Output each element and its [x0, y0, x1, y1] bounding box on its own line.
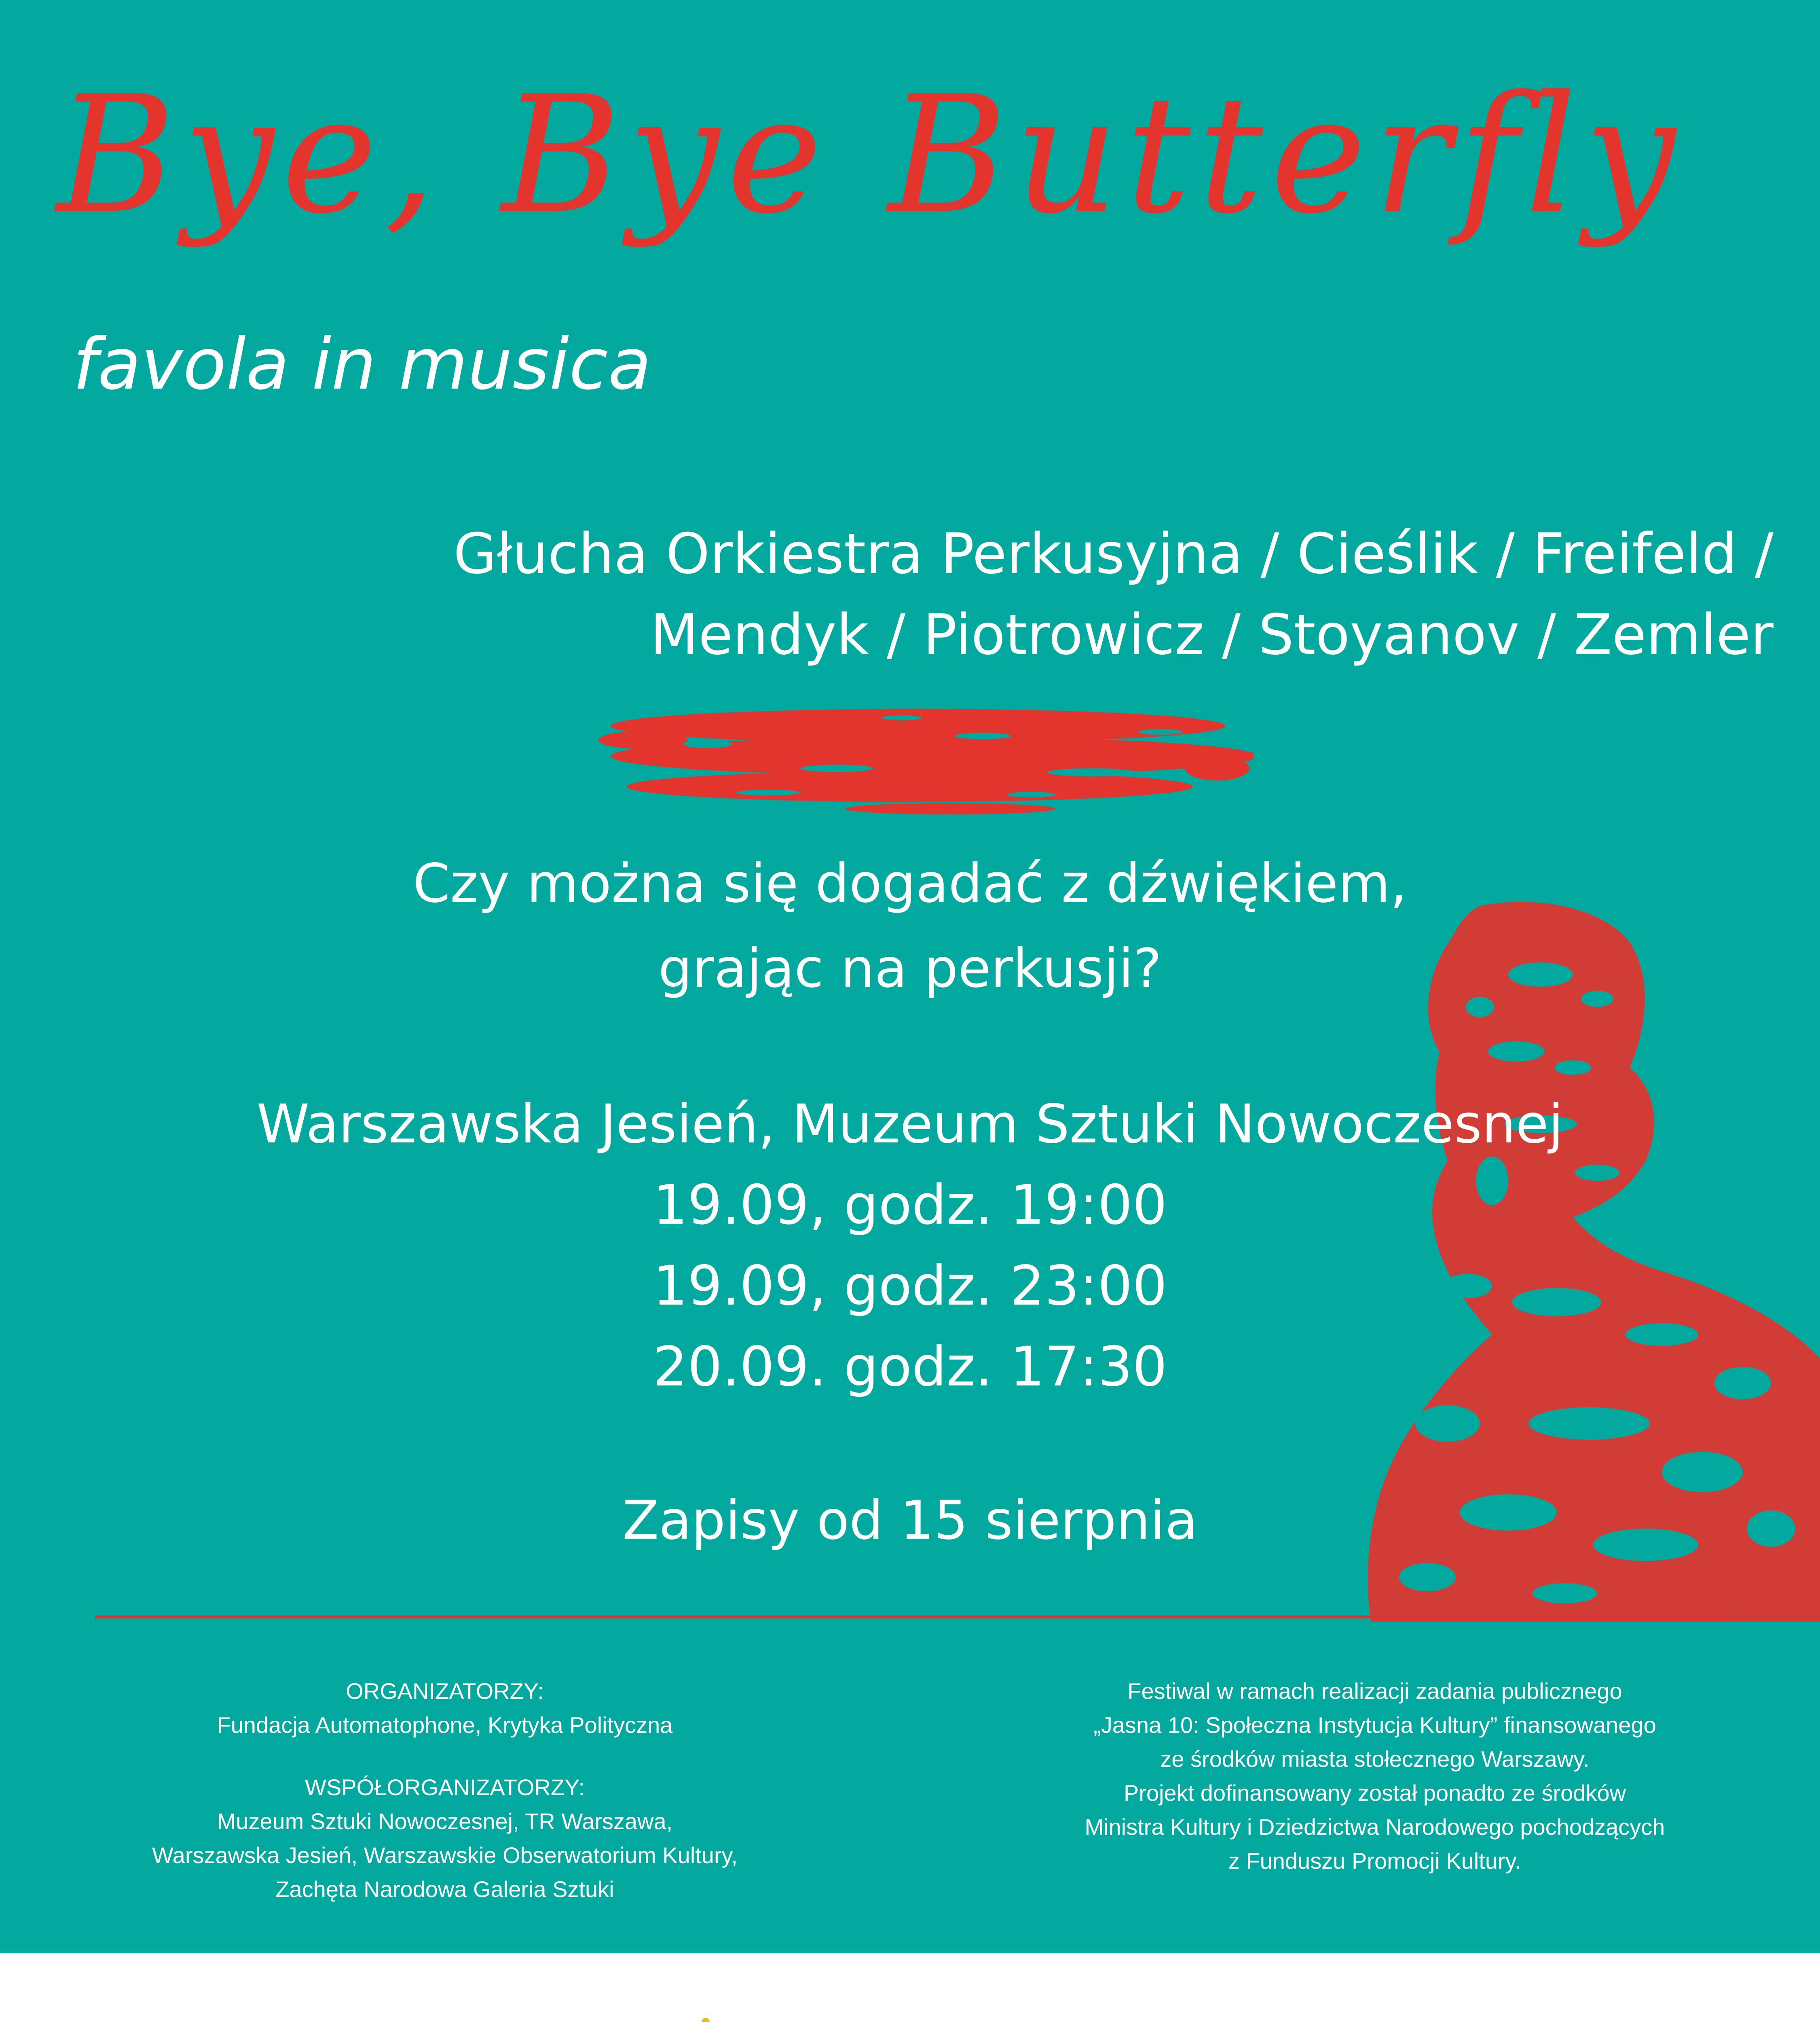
- venue-text: [0, 1084, 1820, 1165]
- funding-line: z Funduszu Promocji Kultury.: [1228, 1848, 1522, 1874]
- coorganizers-label: WSPÓŁORGANIZATORZY:: [305, 1775, 585, 1800]
- event-subtitle: favola in musica: [73, 324, 651, 406]
- coorganizers-line: Zachęta Narodowa Galeria Sztuki: [275, 1876, 614, 1902]
- coorganizers-line: Warszawska Jesień, Warszawskie Obserwatorium Kultury,: [152, 1842, 738, 1868]
- funding-line: ze środków miasta stołecznego Warszawy.: [1160, 1746, 1590, 1772]
- organizers-names: Fundacja Automatophone, Krytyka Polityczna: [217, 1712, 673, 1738]
- artists-line: Głucha Orkiestra Perkusyjna / Cieślik / Freifeld /: [453, 521, 1773, 586]
- funding-line: Festiwal w ramach realizacji zadania publicznego: [1127, 1678, 1622, 1704]
- date-item: 19.09, godz. 23:00: [653, 1254, 1167, 1318]
- dates-list: [0, 1165, 1820, 1407]
- brush-stroke-decoration: [586, 687, 1253, 825]
- date-item: 19.09, godz. 19:00: [653, 1173, 1167, 1237]
- coorganizers-line: Muzeum Sztuki Nowoczesnej, TR Warszawa,: [217, 1808, 673, 1834]
- organizers-credits: [101, 1674, 788, 1906]
- divider: [95, 1616, 1729, 1618]
- organizers-label: ORGANIZATORZY:: [346, 1678, 544, 1704]
- artists-list: [318, 514, 1773, 675]
- question-line: Czy można się dogadać z dźwiękiem,: [413, 852, 1407, 915]
- funding-credits: [991, 1674, 1759, 1878]
- warsaw-coat-of-arms-icon: [655, 2018, 756, 2022]
- funding-line: Projekt dofinansowany został ponadto ze środków: [1123, 1780, 1626, 1806]
- funding-line: Ministra Kultury i Dziedzictwa Narodowego pochodzących: [1084, 1814, 1665, 1840]
- venue-line: Warszawska Jesień, Muzeum Sztuki Nowoczesnej: [256, 1093, 1564, 1155]
- funding-line: „Jasna 10: Społeczna Instytucja Kultury” finansowanego: [1093, 1712, 1656, 1738]
- question-text: [0, 841, 1820, 1011]
- signup-line: Zapisy od 15 sierpnia: [622, 1489, 1198, 1552]
- signup-text: [0, 1480, 1820, 1561]
- artists-line: Mendyk / Piotrowicz / Stoyanov / Zemler: [650, 602, 1773, 667]
- question-line: grając na perkusji?: [658, 937, 1162, 1000]
- date-item: 20.09. godz. 17:30: [653, 1335, 1167, 1398]
- event-title: Bye, Bye Butterfly: [57, 61, 1683, 250]
